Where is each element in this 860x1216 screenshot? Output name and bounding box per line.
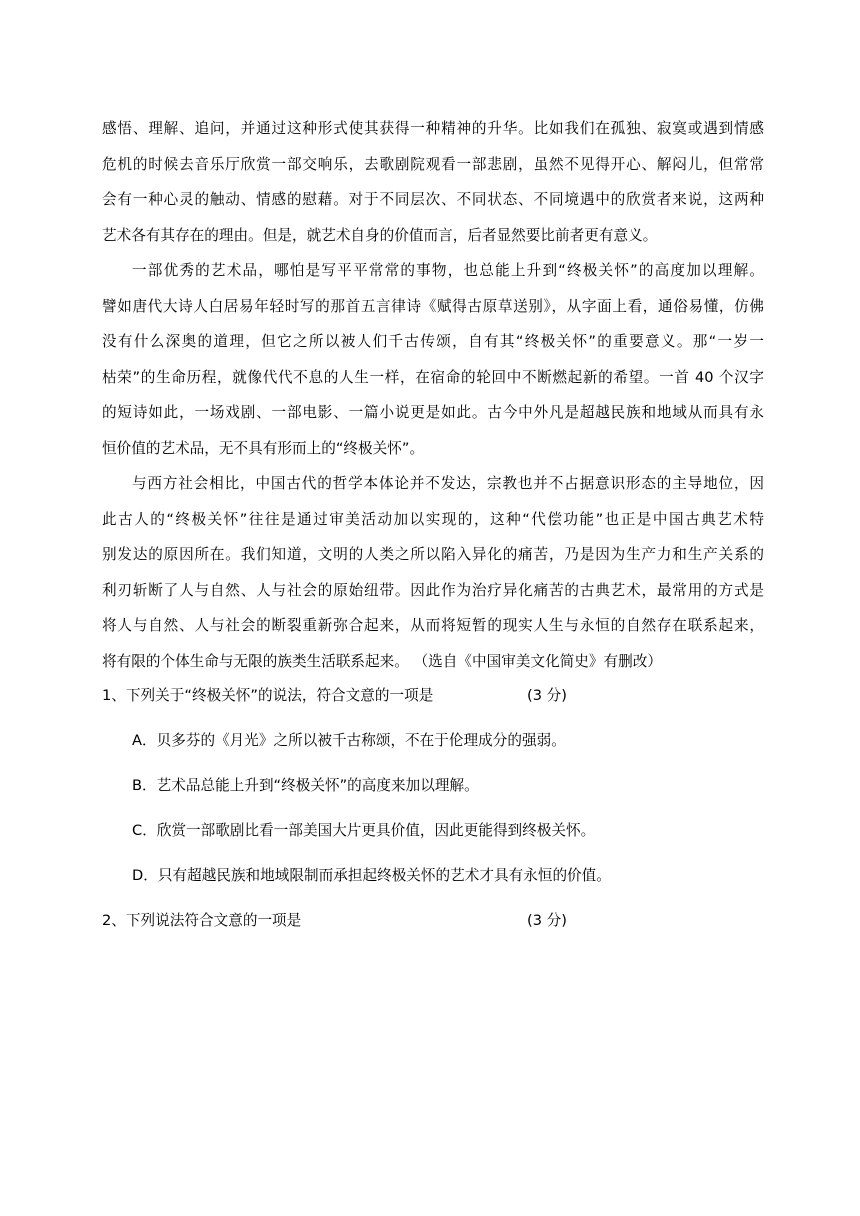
document-page (102, 111, 764, 943)
paragraph-line: 感悟、理解、追问，并通过这种形式使其获得一种精神的升华。比如我们在孤独、寂寞或遇到情感 (102, 120, 764, 137)
paragraph-line: 将人与自然、人与社会的断裂重新弥合起来，从而将短暂的现实人生与永恒的自然存在联系起来， (102, 617, 764, 634)
paragraph-line: 会有一种心灵的触动、情感的慰藉。对于不同层次、不同状态、不同境遇中的欣赏者来说，这两种 (102, 191, 764, 208)
paragraph-line: 艺术各有其存在的理由。但是，就艺术自身的价值而言，后者显然要比前者更有意义。 (102, 226, 658, 244)
question-stem-text: 2、下列说法符合文意的一项是 (102, 912, 302, 929)
paragraph-line: 危机的时候去音乐厅欣赏一部交响乐，去歌剧院观看一部悲剧，虽然不见得开心、解闷儿，但常常 (102, 155, 764, 173)
paragraph-3 (102, 466, 764, 679)
paragraph-line: 将有限的个体生命与无限的族类生活联系起来。 （选自《中国审美文化简史》有删改） (102, 652, 662, 670)
paragraph-1 (102, 111, 764, 253)
paragraph-line: 与西方社会相比，中国古代的哲学本体论并不发达，宗教也并不占据意识形态的主导地位，因 (132, 475, 764, 492)
paragraph-line: 此古人的“终极关怀”往往是通过审美活动加以实现的，这种“代偿功能”也正是中国古典艺术特 (102, 510, 764, 528)
question-stem (102, 898, 764, 943)
paragraph-line: 恒价值的艺术品，无不具有形而上的“终极关怀”。 (102, 439, 425, 457)
paragraph-line: 利刃斩断了人与自然、人与社会的原始纽带。因此作为治疗异化痛苦的古典艺术，最常用的方式是 (102, 581, 764, 599)
paragraph-line: 的短诗如此，一场戏剧、一部电影、一篇小说更是如此。古今中外凡是超越民族和地域从而具有永 (102, 404, 764, 421)
option-b: B．艺术品总能上升到“终极关怀”的高度来加以理解。 (132, 777, 479, 794)
option-d: D．只有超越民族和地域限制而承担起终极关怀的艺术才具有永恒的价值。 (132, 867, 611, 884)
option-c: C．欣赏一部歌剧比看一部美国大片更具价值，因此更能得到终极关怀。 (132, 822, 596, 839)
paragraph-line: 别发达的原因所在。我们知道，文明的人类之所以陷入异化的痛苦，乃是因为生产力和生产关系的 (102, 546, 764, 563)
paragraph-2 (102, 253, 764, 466)
option-a: A．贝多芬的《月光》之所以被千古称颂，不在于伦理成分的强弱。 (132, 732, 566, 749)
paragraph-line: 譬如唐代大诗人白居易年轻时写的那首五言律诗《赋得古原草送别》，从字面上看，通俗易懂，仿佛 (102, 297, 764, 315)
question-score: (3 分) (527, 912, 568, 929)
question-score: (3 分) (527, 687, 568, 704)
paragraph-line: 一部优秀的艺术品，哪怕是写平平常常的事物，也总能上升到“终极关怀”的高度加以理解。 (132, 262, 764, 279)
question-1 (102, 673, 764, 898)
question-stem-text: 1、下列关于“终极关怀”的说法，符合文意的一项是 (102, 687, 434, 704)
paragraph-line: 没有什么深奥的道理，但它之所以被人们千古传颂，自有其“终极关怀”的重要意义。那“一岁一 (102, 333, 764, 350)
question-2 (102, 898, 764, 943)
paragraph-line: 枯荣”的生命历程，就像代代不息的人生一样，在宿命的轮回中不断燃起新的希望。一首 40 个汉字 (102, 368, 764, 386)
question-stem (102, 673, 764, 718)
